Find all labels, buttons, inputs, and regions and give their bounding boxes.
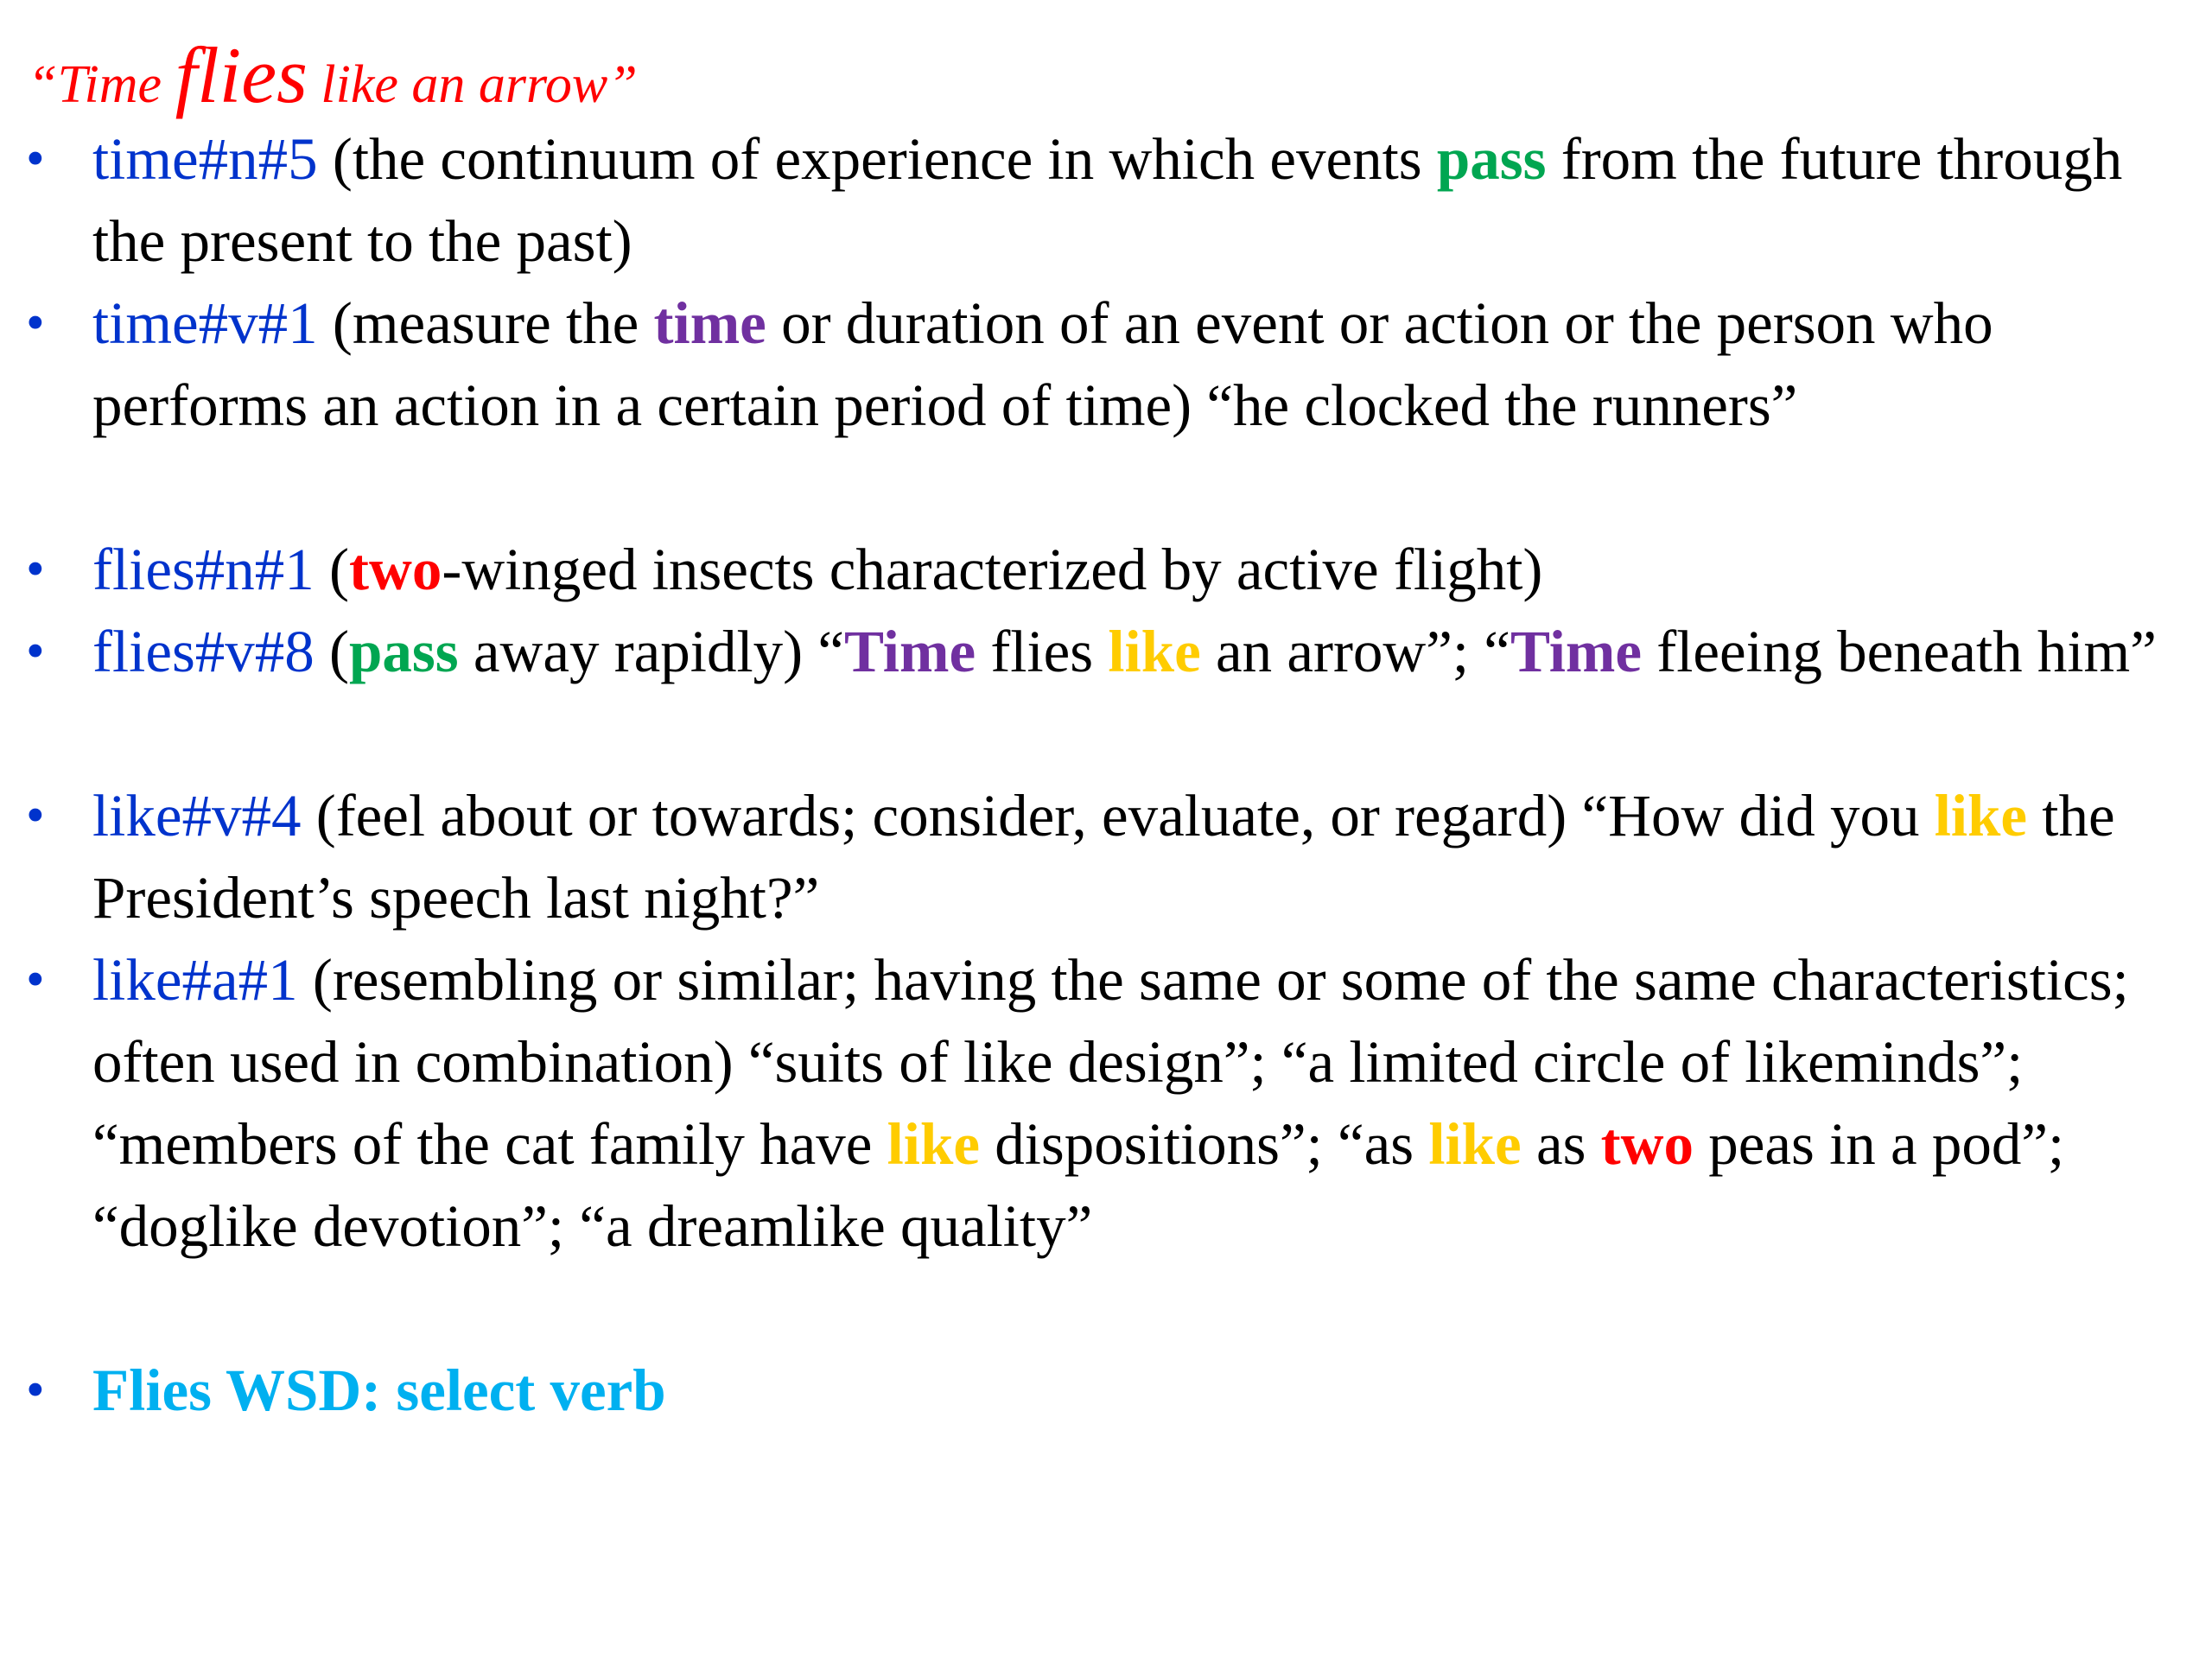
text-segment: pass [1436,126,1547,192]
text-segment: peas in a pod”; “doglike devotion”; “a dreamlike quality” [92,1111,2065,1259]
text-segment: ( [314,619,350,684]
bullet-dot: • [26,622,45,681]
list-item [0,283,2212,447]
text-segment: Flies WSD: select verb [92,1357,666,1423]
slide-title [28,24,638,128]
sense-key: like#a#1 [92,947,298,1013]
list-item [0,1350,2212,1432]
text-segment: pass [349,619,459,684]
sense-key: flies#v#8 [92,619,315,684]
text-segment: like [1934,783,2028,849]
text-segment: like [1108,619,1201,684]
list-item [0,611,2212,693]
bullet-dot: • [26,786,45,845]
text-segment: as [1521,1111,1601,1177]
text-segment: (measure the [317,290,654,356]
title-flies: flies [175,31,308,119]
text-segment: time [653,290,766,356]
text-segment: or duration of an event or action or the person who performs an action in a certain period of time) “he clocked the runners” [92,290,1993,438]
text-segment: the President’s speech last night?” [92,783,2115,931]
text-segment: Time [1510,619,1642,684]
text-segment: flies [976,619,1109,684]
title-part-1: “Time [28,55,175,114]
bullet-dot: • [26,950,45,1009]
text-segment: -winged insects characterized by active flight) [442,537,1543,602]
text-segment: ( [314,537,350,602]
bullet-dot: • [26,294,45,353]
sense-key: time#n#5 [92,126,318,192]
sense-key: time#v#1 [92,290,318,356]
bullet-dot: • [26,130,45,188]
list-item [0,529,2212,611]
text-segment: away rapidly) “ [458,619,845,684]
text-segment: two [1600,1111,1694,1177]
text-segment: fleeing beneath him” [1642,619,2157,684]
bullet-dot: • [26,1361,45,1420]
text-segment: from the future through the present to the past) [92,126,2123,274]
text-segment: (resembling or similar; having the same or some of the same characteristics; often used in combination) “suits of like design”; “a limited circle of likeminds”; “members of the cat family have [92,947,2129,1177]
sense-key: flies#n#1 [92,537,315,602]
list-item [0,939,2212,1268]
text-segment: Time [844,619,976,684]
text-segment: like [1428,1111,1522,1177]
sense-key: like#v#4 [92,783,302,849]
text-segment: (the continuum of experience in which events [317,126,1437,192]
text-segment: like [887,1111,980,1177]
text-segment: two [349,537,442,602]
title-part-2: like an arrow” [307,55,638,114]
text-segment: an arrow”; “ [1200,619,1510,684]
text-segment: dispositions”; “as [979,1111,1429,1177]
list-item [0,775,2212,939]
sense-list [0,118,2212,1432]
bullet-dot: • [26,540,45,599]
text-segment: (feel about or towards; consider, evaluate, or regard) “How did you [301,783,1935,849]
list-item [0,118,2212,283]
